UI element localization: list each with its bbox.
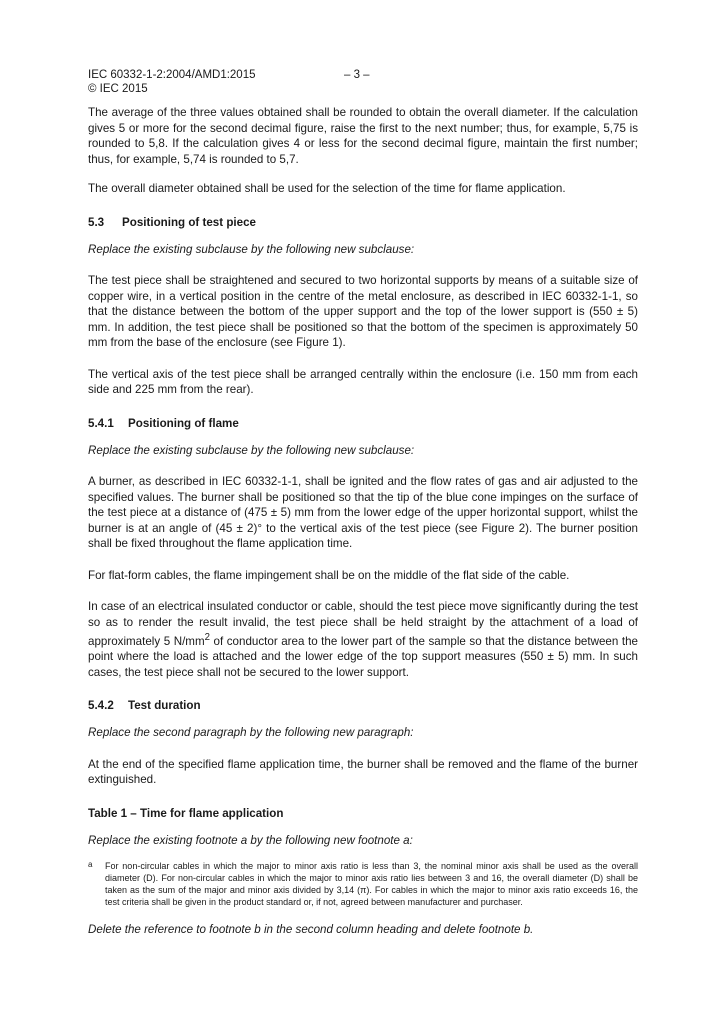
section-number: 5.3 (88, 215, 105, 229)
section-number: 5.4.1 (88, 416, 114, 430)
body-paragraph: A burner, as described in IEC 60332-1-1, shall be ignited and the flow rates of gas and air adjusted to the specified values. The burner shall be positioned so that the tip of the blue cone impinges on the surface of the test piece at a distance of (475 ± 5) mm from the lower edge of the upper horizontal support, whilst the burner is at an angle of (45 ± 2)° to the vertical axis of the test piece (see Figure 2). The burner position shall be fixed throughout the flame application time. (88, 475, 638, 550)
body-paragraph: The test piece shall be straightened and secured to two horizontal supports by means of a suitable size of copper wire, in a vertical position in the centre of the metal enclosure, as described in IEC 60332-1-1, so that the distance between the bottom of the upper support and the top of the lower support is (550 ± 5) mm. In addition, the test piece shall be positioned so that the bottom of the specimen is approximately 50 mm from the base of the enclosure (see Figure 1). (88, 274, 638, 349)
document-reference: IEC 60332-1-2:2004/AMD1:2015 (88, 69, 256, 81)
section-heading-5-4-1 (88, 416, 638, 431)
body-paragraph-load: In case of an electrical insulated conductor or cable, should the test piece move significantly during the test so as to render the result invalid, the test piece shall be held straight by the attachment of a load of approximately 5 $N/mm^2$ of conductor area to the lower part of the sample so that the distance between the point where the load is attached and the lower edge of the top support measures (550 ± 5) mm. In such cases, the test piece shall not be secured to the lower support. (88, 600, 638, 679)
body-paragraph: At the end of the specified flame application time, the burner shall be removed and the flame of the burner extinguished. (88, 757, 638, 787)
table-1-heading: Table 1 – Time for flame application (88, 806, 284, 820)
body-paragraph: For flat-form cables, the flame impingement shall be on the middle of the flat side of the cable. (88, 568, 570, 582)
section-number: 5.4.2 (88, 699, 114, 713)
section-title: Positioning of test piece (122, 215, 256, 229)
superscript-exponent: 2 (204, 632, 210, 643)
final-amendment-instruction: Delete the reference to footnote b in the second column heading and delete footnote b. (88, 923, 534, 937)
copyright-notice: © IEC 2015 (88, 83, 148, 95)
amendment-instruction: Replace the existing footnote a by the following new footnote a: (88, 833, 413, 847)
section-heading-5-4-2 (88, 698, 638, 713)
section-title: Test duration (128, 699, 201, 713)
amendment-instruction: Replace the existing subclause by the following new subclause: (88, 242, 415, 256)
footnote-text: For non-circular cables in which the major to minor axis ratio is less than 3, the nominal minor axis shall be used as the overall diameter (D). For non-circular cables in which the major to minor axis ratio lies between 3 and 16, the overall diameter (D) shall be taken as the sum of the major and minor axis divided by 3,14 (π). For cables in which the major to minor axis ratio exceeds 16, the test criteria shall be given in the product standard or, if not, agreed between manufacturer and purchaser. (105, 861, 638, 908)
section-heading-5-3 (88, 215, 638, 230)
page-number: – 3 – (344, 69, 370, 81)
amendment-instruction: Replace the second paragraph by the following new paragraph: (88, 726, 414, 740)
footnote-marker: a (88, 860, 93, 870)
body-paragraph: The vertical axis of the test piece shall be arranged centrally within the enclosure (i.e. 150 mm from each side and 225 mm from the rear). (88, 367, 638, 396)
footnote-a (88, 860, 638, 908)
intro-paragraph-rounding: The average of the three values obtained shall be rounded to obtain the overall diameter. If the calculation gives 5 or more for the second decimal figure, raise the first to the next number; thus, for example, 5,75 is rounded to 5,8. If the calculation gives 4 or less for the second decimal figure, maintain the first number; thus, for example, 5,74 is rounded to 5,7. (88, 106, 638, 166)
page-header (88, 68, 638, 96)
intro-paragraph-overall-diameter: The overall diameter obtained shall be used for the selection of the time for flame application. (88, 182, 566, 195)
section-title: Positioning of flame (128, 416, 239, 430)
amendment-instruction: Replace the existing subclause by the following new subclause: (88, 443, 415, 457)
